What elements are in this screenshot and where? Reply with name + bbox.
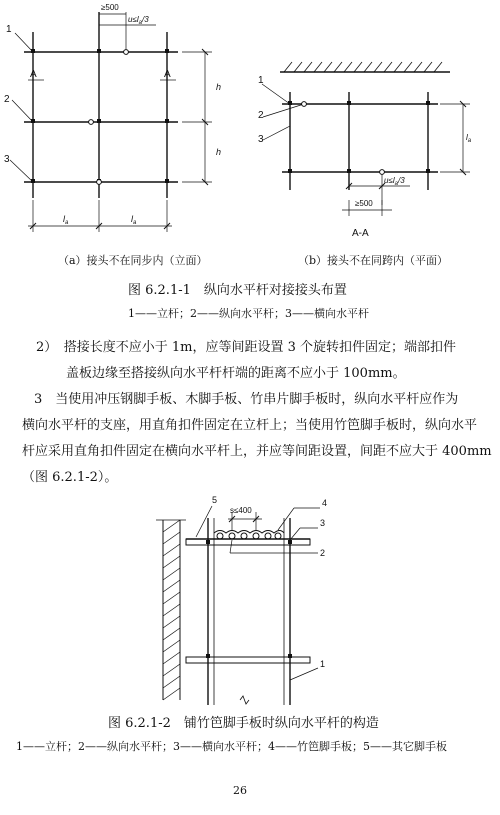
item-3-line-2: 横向水平杆的支座，用直角扣件固定在立杆上；当使用竹笆脚手板时，纵向水平 — [22, 418, 478, 433]
dim-u: $u\le l_a/3$ — [128, 15, 149, 26]
section-mark-right: A — [164, 69, 171, 80]
callout-2: 2 — [4, 94, 10, 105]
callout-3b: 3 — [258, 134, 264, 145]
callout-2b: 2 — [258, 110, 264, 121]
callout-1-fig2: 1 — [320, 659, 326, 669]
transom-lower — [186, 657, 310, 663]
figure-1-drawing — [0, 0, 500, 250]
dim-h-upper: h — [216, 82, 222, 92]
callout-1b: 1 — [258, 75, 264, 86]
figure-1-caption: 图 6.2.1-1 纵向水平杆对接接头布置 — [128, 283, 347, 298]
dim-la-vertical: $l_a$ — [466, 133, 472, 144]
callout-3: 3 — [4, 154, 10, 165]
wall — [156, 520, 186, 700]
subcaption-a: （a）接头不在同步内（立面） — [58, 254, 208, 267]
callout-2-fig2: 2 — [320, 548, 326, 558]
item-3-line-1: 3 当使用冲压钢脚手板、木脚手板、竹串片脚手板时，纵向水平杆应作为 — [34, 392, 459, 407]
plan-wall — [280, 62, 450, 72]
subcaption-b: （b）接头不在同跨内（平面） — [298, 254, 449, 267]
callout-3-fig2: 3 — [320, 518, 326, 528]
elevation-grid — [24, 12, 178, 198]
dim-la-left: $l_a$ — [63, 214, 69, 226]
callout-4: 4 — [322, 498, 328, 508]
item-2-line-1: 2） 搭接长度不应小于 1m，应等间距设置 3 个旋转扣件固定；端部扣件 — [36, 340, 457, 355]
section-label: A-A — [352, 228, 369, 239]
section-mark-left: A — [30, 69, 37, 80]
dim-la-right: $l_a$ — [131, 214, 137, 226]
item-2-line-2: 盖板边缘至搭接纵向水平杆杆端的距离不应小于 100mm。 — [66, 366, 406, 381]
body-text — [22, 335, 492, 491]
callout-1: 1 — [6, 24, 12, 35]
dim-ge500-b: ≥500 — [355, 199, 373, 208]
transom-upper — [186, 539, 310, 545]
dim-ge500: ≥500 — [101, 3, 119, 12]
figure-2-legend: 1——立杆；2——纵向水平杆；3——横向水平杆；4——竹笆脚手板；5——其它脚手板 — [16, 740, 447, 753]
figure-2-caption: 图 6.2.1-2 铺竹笆脚手板时纵向水平杆的构造 — [108, 716, 379, 731]
spacing-label: s≤400 — [230, 506, 252, 515]
page-number: 26 — [233, 784, 247, 797]
plan-grid — [282, 92, 438, 190]
bamboo-board — [214, 531, 284, 534]
dim-h-lower: h — [216, 147, 222, 157]
dim-u-b: $u\le l_a/3$ — [384, 176, 405, 187]
item-3-line-4: （图 6.2.1-2）。 — [22, 470, 118, 485]
item-3-line-3: 杆应采用直角扣件固定在横向水平杆上，并应等间距设置，间距不应大于 400mm — [22, 444, 492, 459]
figure-1-legend: 1——立杆；2——纵向水平杆；3——横向水平杆 — [128, 307, 369, 320]
callout-5: 5 — [212, 495, 218, 505]
